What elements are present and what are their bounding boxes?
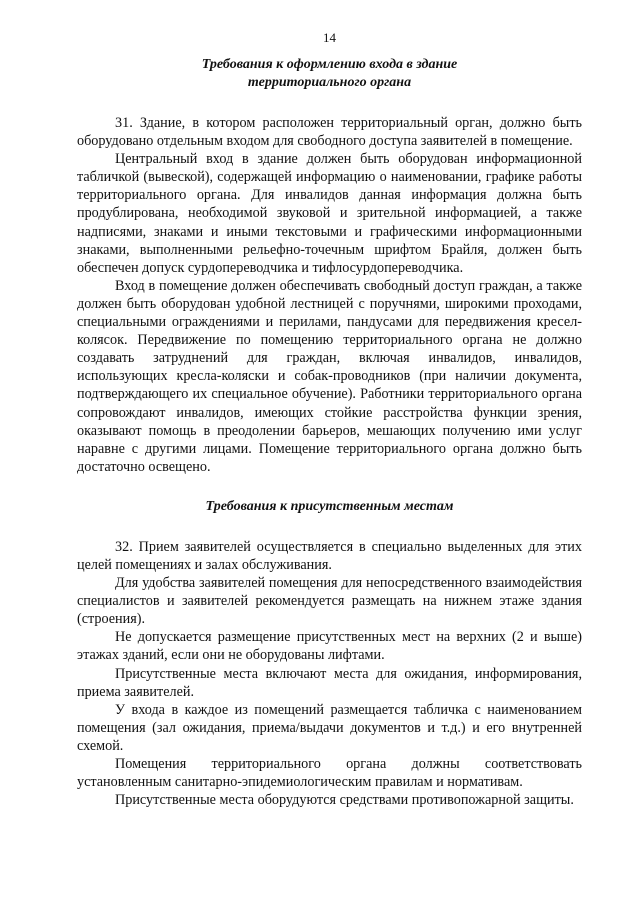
section-heading-premises: Требования к присутственным местам: [205, 498, 454, 514]
section-premises-body: [77, 538, 582, 809]
paragraph-lower-floor: Для удобства заявителей помещения для непосредственного взаимодействия специалистов и заявителей рекомендуется размещать на нижнем этаже здания (строения).: [77, 575, 582, 628]
heading-line-1: Требования к оформлению входа в здание: [201, 57, 458, 72]
heading-line-2: территориального органа: [247, 75, 412, 90]
paragraph-fire-safety: Присутственные места оборудуются средствами противопожарной защиты.: [115, 792, 574, 809]
section-heading-entrance: [77, 56, 582, 92]
paragraph-door-sign: У входа в каждое из помещений размещается табличка с наименованием помещения (зал ожидания, приема/выдачи документов и т.д.) и его внутренней схемой.: [77, 701, 582, 754]
paragraph-places-include: Присутственные места включают места для ожидания, информирования, приема заявителей.: [77, 665, 582, 700]
section-entrance-body: [77, 114, 582, 476]
paragraph-31: 31. Здание, в котором расположен территориальный орган, должно быть оборудовано отдельным входом для свободного доступа заявителей в помещение.: [77, 115, 582, 150]
section-entrance-requirements: [77, 56, 582, 92]
page-number: 14: [323, 30, 336, 45]
paragraph-32: 32. Прием заявителей осуществляется в специально выделенных для этих целей помещениях и залах обслуживания.: [77, 538, 582, 573]
paragraph-upper-floors: Не допускается размещение присутственных мест на верхних (2 и выше) этажах зданий, если они не оборудованы лифтами.: [77, 629, 582, 664]
section-premises-requirements: [77, 498, 582, 516]
paragraph-room-entrance: Вход в помещение должен обеспечивать свободный доступ граждан, а также должен быть оборудован удобной лестницей с поручнями, широкими проходами, специальными ограждениями и перилами, пандусами для передвижения кресел-колясок. Передвижение по помещению территориального органа не должно создавать затруднений для граждан, включая инвалидов, инвалидов, использующих кресла-коляски и собак-проводников (при наличии документа, подтверждающего их специальное обучение). Работники территориального органа сопровождают инвалидов, имеющих стойкие расстройства функции зрения, оказывают помощь в преодолении барьеров, мешающих получению ими услуг наравне с другими лицами. Помещение территориального органа должно быть достаточно освещено.: [77, 277, 582, 475]
paragraph-central-entrance: Центральный вход в здание должен быть оборудован информационной табличкой (вывеской), содержащей информацию о наименовании, графике работы территориального органа. Для инвалидов данная информация должна быть продублирована, необходимой звуковой и зрительной информацией, а также надписями, знаками и иными текстовыми и графическими информационными знаками, выполненными рельефно-точечным шрифтом Брайля, должен быть обеспечен допуск сурдопереводчика и тифлосурдопереводчика.: [77, 151, 582, 276]
paragraph-sanitary: Помещения территориального органа должны соответствовать установленным санитарно-эпидемиологическим правилам и нормативам.: [77, 756, 582, 791]
